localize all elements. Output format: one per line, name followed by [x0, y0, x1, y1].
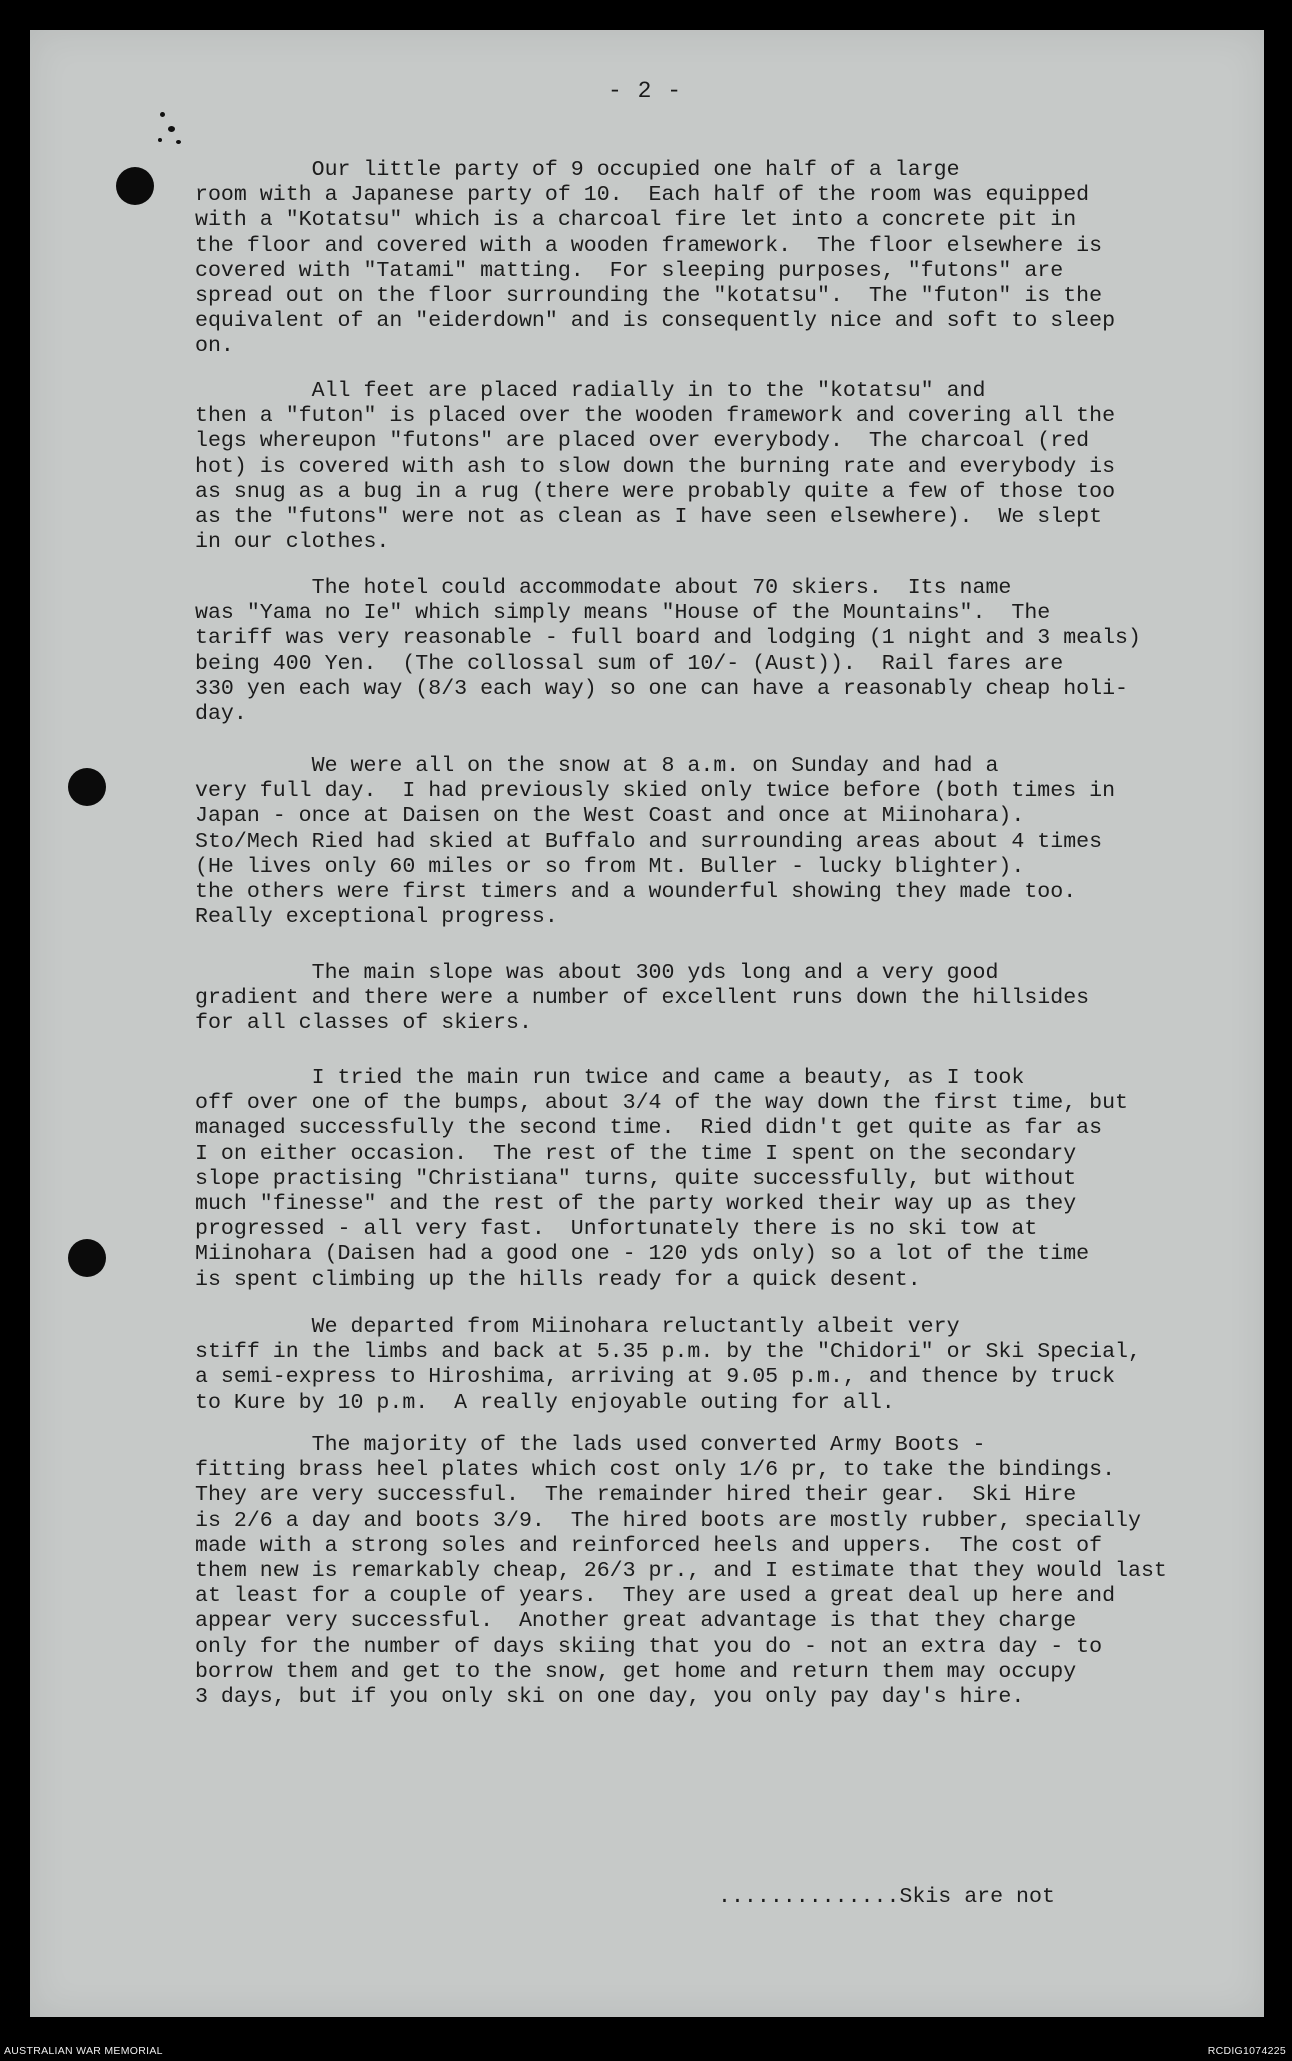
paper-speck: [160, 112, 165, 117]
paragraph-main-slope: The main slope was about 300 yds long and a very good gradient and there were a number of excellent runs down the hillsides for all classes of skiers.: [195, 961, 1090, 1036]
paragraph-main-run: I tried the main run twice and came a beauty, as I took off over one of the bumps, about 3/4 of the way down the first time, but managed successfully the second time. Ried didn't get quite as far as I on either occasion. The rest of the time I spent on the secondary slope practising "Christiana" turns, quite successfully, but without much "finesse" and the rest of the party worked their way up as they progressed - all very fast. Unfortunately there is no ski tow at Miinohara (Daisen had a good one - 120 yds only) so a lot of the time is spent climbing up the hills ready for a quick desent.: [195, 1066, 1129, 1292]
paper-speck: [158, 138, 162, 142]
punch-hole-middle: [68, 768, 106, 806]
continuation-line: ..............Skis are not: [718, 1885, 1055, 1909]
paper-speck: [176, 140, 181, 144]
archive-credit: AUSTRALIAN WAR MEMORIAL: [4, 2045, 163, 2057]
punch-hole-top: [116, 167, 154, 205]
paragraph-futons: All feet are placed radially in to the "kotatsu" and then a "futon" is placed over the wooden framework and covering all the legs whereupon "futons" are placed over everybody. The charcoal (red hot) is covered with ash to slow down the burning rate and everybody is as snug as a bug in a rug (there were probably quite a few of those too as the "futons" were not as clean as I have seen elsewhere). We slept in our clothes.: [195, 379, 1116, 555]
document-page: [30, 30, 1264, 2017]
paragraph-kotatsu: Our little party of 9 occupied one half of a large room with a Japanese party of 10. Each half of the room was equipped with a "Kotatsu" which is a charcoal fire let into a concrete pit in the floor and covered with a wooden framework. The floor elsewhere is covered with "Tatami" matting. For sleeping purposes, "futons" are spread out on the floor surrounding the "kotatsu". The "futon" is the equivalent of an "eiderdown" and is consequently nice and soft to sleep on.: [195, 158, 1116, 359]
paragraph-hotel: The hotel could accommodate about 70 skiers. Its name was "Yama no Ie" which simply means "House of the Mountains". The tariff was very reasonable - full board and lodging (1 night and 3 meals) being 400 Yen. (The collossal sum of 10/- (Aust)). Rail fares are 330 yen each way (8/3 each way) so one can have a reasonably cheap holi- day.: [195, 576, 1141, 727]
archive-reference: RCDIG1074225: [1207, 2045, 1286, 2057]
punch-hole-bottom: [68, 1239, 106, 1277]
paragraph-departure: We departed from Miinohara reluctantly albeit very stiff in the limbs and back at 5.35 p.m. by the "Chidori" or Ski Special, a semi-express to Hiroshima, arriving at 9.05 p.m., and thence by truck to Kure by 10 p.m. A really enjoyable outing for all.: [195, 1315, 1141, 1415]
paragraph-sunday: We were all on the snow at 8 a.m. on Sunday and had a very full day. I had previously skied only twice before (both times in Japan - once at Daisen on the West Coast and once at Miinohara). Sto/Mech Ried had skied at Buffalo and surrounding areas about 4 times (He lives only 60 miles or so from Mt. Buller - lucky blighter). the others were first timers and a wounderful showing they made too. Really exceptional progress.: [195, 754, 1116, 930]
paper-speck: [168, 126, 175, 132]
paragraph-boots: The majority of the lads used converted Army Boots - fitting brass heel plates which cost only 1/6 pr, to take the bindings. They are very successful. The remainder hired their gear. Ski Hire is 2/6 a day and boots 3/9. The hired boots are mostly rubber, specially made with a strong soles and reinforced heels and uppers. The cost of them new is remarkably cheap, 26/3 pr., and I estimate that they would last at least for a couple of years. They are used a great deal up here and appear very successful. Another great advantage is that they charge only for the number of days skiing that you do - not an extra day - to borrow them and get to the snow, get home and return them may occupy 3 days, but if you only ski on one day, you only pay day's hire.: [195, 1433, 1167, 1710]
page-number: - 2 -: [608, 78, 683, 104]
